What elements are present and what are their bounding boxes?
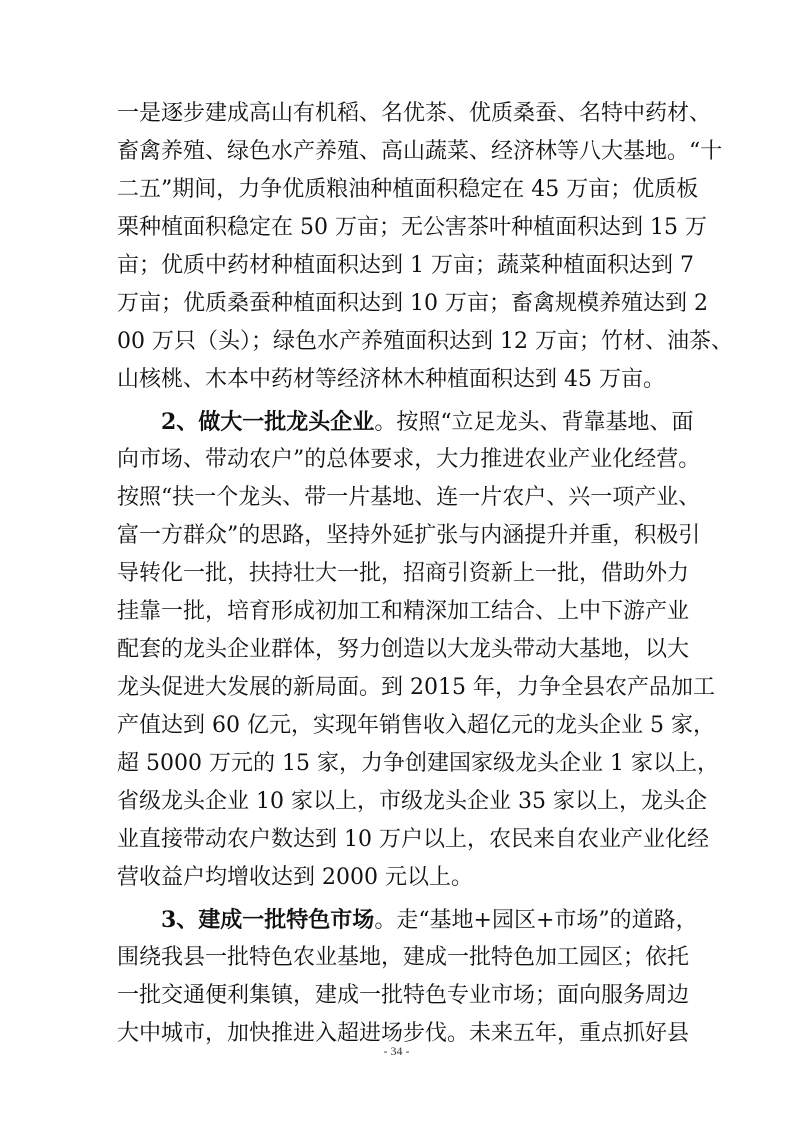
- body-text-line: 向市场、带动农户”的总体要求，大力推进农业产业化经营。: [117, 447, 701, 472]
- body-text-line: 配套的龙头企业群体，努力创造以大龙头带动大基地，以大: [117, 637, 690, 662]
- section-2-lead-text: 。按照“立足龙头、背靠基地、面: [374, 410, 694, 435]
- body-text-line: 一是逐步建成高山有机稻、名优茶、优质桑蚕、名特中药材、: [117, 101, 712, 126]
- body-text-line: 栗种植面积稳定在 50 万亩；无公害茶叶种植面积达到 15 万: [117, 215, 707, 240]
- section-2-first-line: [161, 404, 694, 440]
- section-2-heading: 2、做大一批龙头企业: [161, 409, 375, 435]
- body-text-line: 一批交通便利集镇，建成一批特色专业市场；面向服务周边: [117, 983, 690, 1008]
- page-number: - 34 -: [383, 1044, 410, 1058]
- body-text-line: 按照“扶一个龙头、带一片基地、连一片农户、兴一项产业、: [117, 485, 701, 510]
- body-text-line: 畜禽养殖、绿色水产养殖、高山蔬菜、经济林等八大基地。“十: [117, 139, 723, 164]
- body-text-line: 二五”期间，力争优质粮油种植面积稳定在 45 万亩；优质板: [117, 177, 699, 202]
- body-text-line: 业直接带动农户数达到 10 万户以上，农民来自农业产业化经: [117, 827, 709, 852]
- body-text-line: 山核桃、木本中药材等经济林木种植面积达到 45 万亩。: [117, 367, 665, 392]
- body-text-line: 富一方群众”的思路，坚持外延扩张与内涵提升并重，积极引: [117, 523, 701, 548]
- body-text-line: 省级龙头企业 10 家以上，市级龙头企业 35 家以上，龙头企: [117, 789, 707, 814]
- body-text-line: 龙头促进大发展的新局面。到 2015 年，力争全县农产品加工: [117, 675, 715, 700]
- body-text-line: 营收益户均增收达到 2000 元以上。: [117, 865, 473, 890]
- body-text-line: 导转化一批，扶持壮大一批，招商引资新上一批，借助外力: [117, 561, 690, 586]
- body-text-line: 产值达到 60 亿元，实现年销售收入超亿元的龙头企业 5 家，: [117, 713, 715, 738]
- body-text-line: 围绕我县一批特色农业基地，建成一批特色加工园区；依托: [117, 945, 690, 970]
- body-text-line: 万亩；优质桑蚕种植面积达到 10 万亩；畜禽规模养殖达到 2: [117, 291, 708, 316]
- body-text-line: 挂靠一批，培育形成初加工和精深加工结合、上中下游产业: [117, 599, 690, 624]
- body-text-line: 00 万只（头）；绿色水产养殖面积达到 12 万亩；竹材、油茶、: [117, 329, 733, 354]
- section-3-heading: 3、建成一批特色市场: [161, 907, 375, 933]
- body-text-line: 超 5000 万元的 15 家，力争创建国家级龙头企业 1 家以上，: [117, 751, 719, 776]
- body-text-line: 大中城市，加快推进入超进场步伐。未来五年，重点抓好县: [117, 1021, 690, 1046]
- section-3-lead-text: 。走“基地+园区+市场”的道路，: [374, 908, 698, 933]
- section-3-first-line: [161, 902, 698, 938]
- body-text-line: 亩；优质中药材种植面积达到 1 万亩；蔬菜种植面积达到 7: [117, 253, 694, 278]
